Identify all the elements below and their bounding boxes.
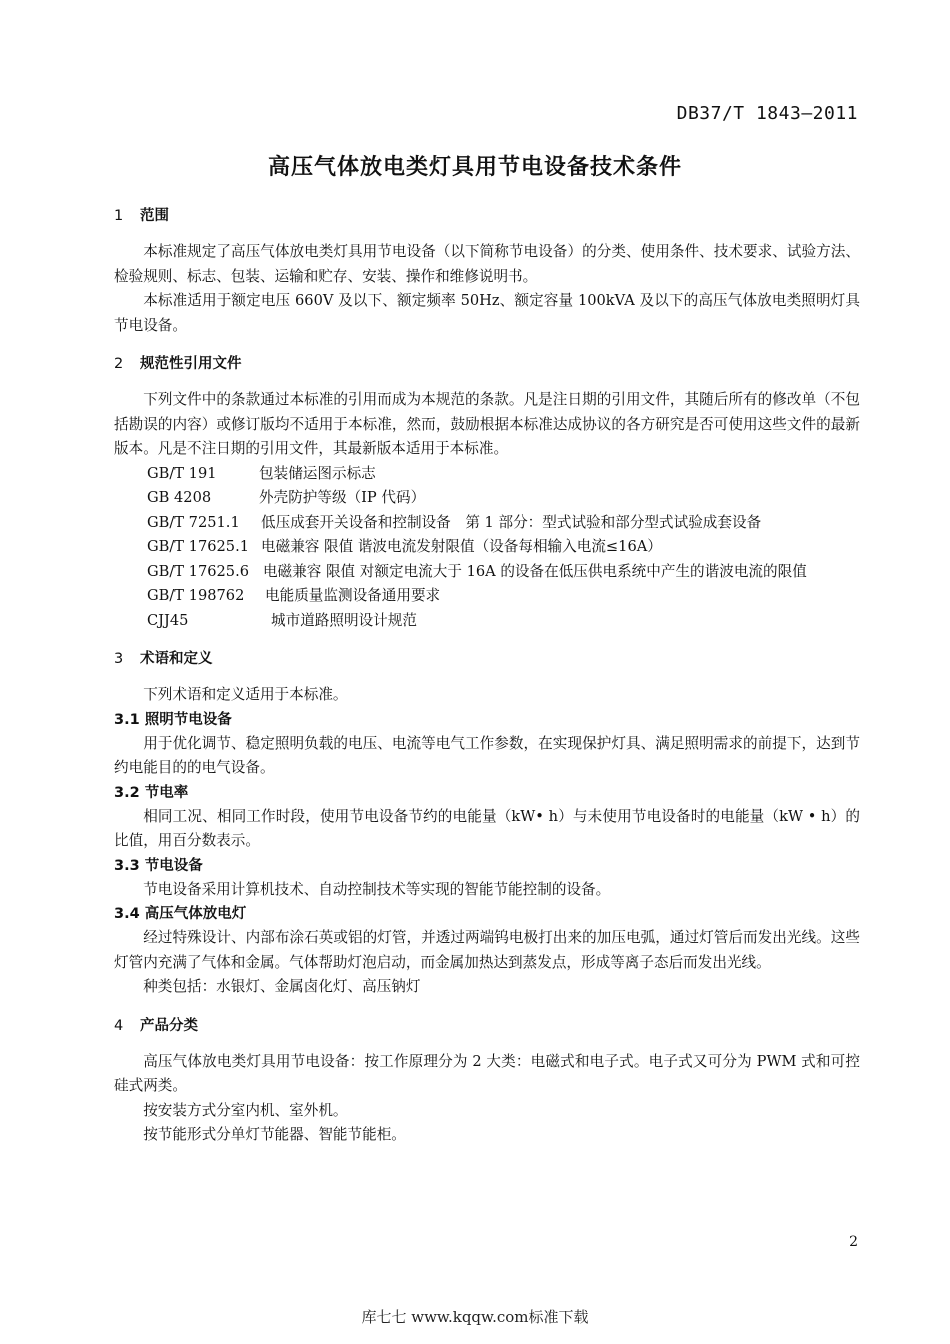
reference-code: GB/T 17625.1 [147,538,250,555]
term-heading: 3.4 高压气体放电灯 [114,906,247,922]
reference-code: CJJ45 [147,611,189,629]
reference-title: 电能质量监测设备通用要求 [265,587,441,604]
paragraph: 按节能形式分单灯节能器、智能节能柜。 [143,1126,406,1143]
reference-item [114,486,860,511]
standard-number: DB37/T 1843—2011 [676,103,858,124]
section-4-heading [114,1014,860,1038]
term-definition: 经过特殊设计、内部布涂石英或铝的灯管，并透过两端钨电极打出来的加压电弧，通过灯管后而发出光线。这些灯管内充满了气体和金属。气体帮助灯泡启动，而金属加热达到蒸发点，形成等离子态后而发出光线。 [114,929,860,971]
term-definition: 相同工况、相同工作时段，使用节电设备节约的电能量（kW• h）与未使用节电设备时的电能量（kW • h）的比值，用百分数表示。 [114,807,860,849]
footer-watermark: 库七七 www.kqqw.com标准下载 [361,1308,589,1326]
reference-code: GB 4208 [147,489,212,506]
term-definition: 节电设备采用计算机技术、自动控制技术等实现的智能节能控制的设备。 [143,880,611,898]
reference-title: 低压成套开关设备和控制设备 第 1 部分：型式试验和部分型式试验成套设备 [261,513,762,531]
reference-title: 城市道路照明设计规范 [271,611,417,629]
section-title: 规范性引用文件 [140,356,242,372]
section-2-heading [114,352,860,376]
term-definition: 用于优化调节、稳定照明负载的电压、电流等电气工作参数，在实现保护灯具、满足照明需求的前提下，达到节约电能目的的电气设备。 [114,734,860,776]
reference-title: 电磁兼容 限值 对额定电流大于 16A 的设备在低压供电系统中产生的谐波电流的限值 [262,562,807,580]
section-title: 产品分类 [140,1017,198,1034]
term-heading: 3.1 照明节电设备 [114,711,232,728]
reference-title: 包装储运图示标志 [259,464,376,482]
term-heading: 3.2 节电率 [114,784,189,801]
section-number: 2 [114,356,124,372]
reference-item [114,462,860,487]
document-body [114,204,860,1148]
paragraph: 本标准适用于额定电压 660V 及以下、额定频率 50Hz、额定容量 100kVA 及以下的高压气体放电类照明灯具节电设备。 [114,292,860,334]
section-number: 3 [114,651,124,667]
paragraph: 下列文件中的条款通过本标准的引用而成为本规范的条款。凡是注日期的引用文件，其随后所有的修改单（不包括勘误的内容）或修订版均不适用于本标准，然而，鼓励根据本标准达成协议的各方研究是否可使用这些文件的最新版本。凡是不注日期的引用文件，其最新版本适用于本标准。 [114,391,860,457]
section-title: 术语和定义 [140,651,213,667]
reference-item [114,609,860,634]
paragraph: 高压气体放电类灯具用节电设备：按工作原理分为 2 大类：电磁式和电子式。电子式又可分为 PWM 式和可控硅式两类。 [114,1052,860,1094]
section-number: 4 [114,1017,124,1034]
paragraph: 按安装方式分室内机、室外机。 [143,1101,348,1119]
reference-code: GB/T 191 [147,464,217,482]
reference-item [114,584,860,609]
reference-item [114,535,860,560]
reference-code: GB/T 198762 [147,587,245,604]
term-heading: 3.3 节电设备 [114,857,203,874]
reference-code: GB/T 17625.6 [147,562,250,580]
section-3-heading [114,647,860,671]
section-number: 1 [114,208,124,224]
section-title: 范围 [140,208,169,224]
paragraph: 下列术语和定义适用于本标准。 [143,686,348,703]
reference-title: 电磁兼容 限值 谐波电流发射限值（设备每相输入电流≤16A） [261,538,662,555]
document-title: 高压气体放电类灯具用节电设备技术条件 [267,155,682,180]
reference-title: 外壳防护等级（IP 代码） [259,489,426,506]
section-1-heading [114,204,860,228]
paragraph: 本标准规定了高压气体放电类灯具用节电设备（以下简称节电设备）的分类、使用条件、技术要求、试验方法、检验规则、标志、包装、运输和贮存、安装、操作和维修说明书。 [114,243,860,285]
page-number: 2 [849,1234,858,1250]
reference-item [114,560,860,585]
term-definition: 种类包括：水银灯、金属卤化灯、高压钠灯 [143,978,421,995]
reference-item [114,511,860,536]
reference-code: GB/T 7251.1 [147,513,240,531]
